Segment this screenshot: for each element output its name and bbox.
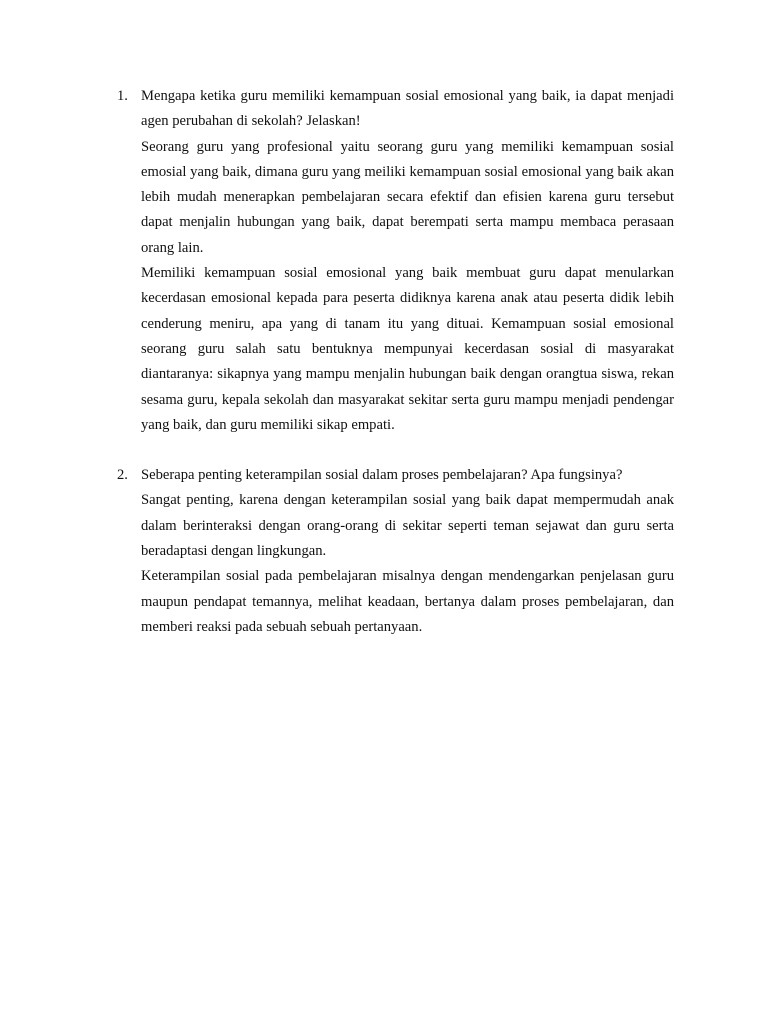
- answer-paragraph: Memiliki kemampuan sosial emosional yang baik membuat guru dapat menularkan kecerdasan emosional kepada para peserta didiknya karena anak atau peserta didik lebih cenderung meniru, apa yang di tanam itu yang dituai. Kemampuan sosial emosional seorang guru salah satu bentuknya mempunyai kecerdasan sosial di masyarakat diantaranya: sikapnya yang mampu menjalin hubungan baik dengan orangtua siswa, rekan sesama guru, kepala sekolah dan masyarakat sekitar serta guru mampu menjadi pendengar yang baik, dan guru memiliki sikap empati.: [141, 265, 674, 433]
- question-number: 1.: [117, 88, 128, 104]
- answer-paragraph: Seorang guru yang profesional yaitu seorang guru yang memiliki kemampuan sosial emosial yang baik, dimana guru yang meiliki kemampuan sosial emosional yang baik akan lebih mudah menerapkan pembelajaran secara efektif dan efisien karena guru tersebut dapat menjalin hubungan yang baik, dapat berempati serta mampu membaca perasaan orang lain.: [141, 138, 674, 256]
- answer-paragraph: Sangat penting, karena dengan keterampilan sosial yang baik dapat mempermudah anak dalam berinteraksi dengan orang-orang di sekitar seperti teman sejawat dan guru serta beradaptasi dengan lingkungan.: [141, 492, 674, 560]
- question-text: Mengapa ketika guru memiliki kemampuan sosial emosional yang baik, ia dapat menjadi agen perubahan di sekolah? Jelaskan!: [141, 88, 674, 130]
- question-item-1: [0, 84, 674, 438]
- question-number: 2.: [117, 467, 128, 484]
- answer-paragraph: Keterampilan sosial pada pembelajaran misalnya dengan mendengarkan penjelasan guru maupun pendapat temannya, melihat keadaan, bertanya dalam proses pembelajaran, dan memberi reaksi pada sebuah sebuah pertanyaan.: [141, 568, 674, 635]
- question-text: Seberapa penting keterampilan sosial dalam proses pembelajaran? Apa fungsinya?: [141, 467, 623, 484]
- question-item-2: [0, 463, 674, 640]
- question-list: [0, 84, 768, 640]
